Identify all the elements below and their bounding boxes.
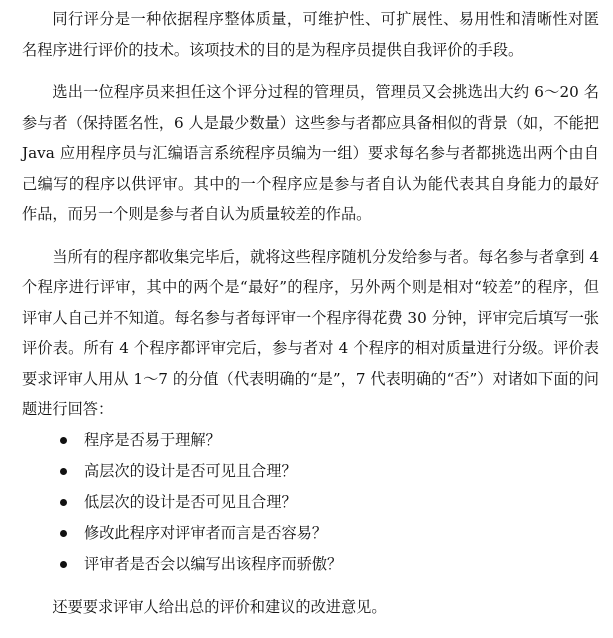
question-text: 程序是否易于理解？ <box>84 430 221 449</box>
paragraph-selection: 选出一位程序员来担任这个评分过程的管理员，管理员又会挑选出大约 6～20 名参与者（保持匿名性，6 人是最少数量）这些参与者都应具备相似的背景（如，不能把 Java 应用程序员与汇编语言系统程序员编为一组）要求每名参与者都挑选出两个由自己编写的程序以供评审。其中的一个程序应是参与者自认为能代表其自身能力的最好作品，而另一个则是参与者自认为质量较差的作品。 <box>22 83 599 223</box>
bullet-icon <box>60 530 67 537</box>
bullet-icon <box>60 468 67 475</box>
list-item <box>22 456 599 487</box>
list-item <box>22 487 599 518</box>
question-text: 高层次的设计是否可见且合理？ <box>84 461 297 480</box>
bullet-icon <box>60 499 67 506</box>
list-item <box>22 549 599 580</box>
paragraph-closing: 还要要求评审人给出总的评价和建议的改进意见。 <box>52 597 387 616</box>
question-list <box>22 425 599 580</box>
list-item <box>22 518 599 549</box>
list-item <box>22 425 599 456</box>
bullet-icon <box>60 561 67 568</box>
bullet-icon <box>60 437 67 444</box>
question-text: 修改此程序对评审者而言是否容易？ <box>84 523 327 542</box>
question-text: 评审者是否会以编写出该程序而骄傲？ <box>84 554 343 573</box>
question-text: 低层次的设计是否可见且合理？ <box>84 492 297 511</box>
paragraph-review-process: 当所有的程序都收集完毕后，就将这些程序随机分发给参与者。每名参与者拿到 4 个程序进行评审，其中的两个是“最好”的程序，另外两个则是相对“较差”的程序，但评审人自己并不知道。每名参与者每评审一个程序得花费 30 分钟，评审完后填写一张评价表。所有 4 个程序都评审完后，参与者对 4 个程序的相对质量进行分级。评价表要求评审人用从 1～7 的分值（代表明确的“是”，7 代表明确的“否”）对诸如下面的问题进行回答： <box>22 247 599 418</box>
paragraph-intro: 同行评分是一种依据程序整体质量，可维护性、可扩展性、易用性和清晰性对匿名程序进行评价的技术。该项技术的目的是为程序员提供自我评价的手段。 <box>22 10 599 59</box>
